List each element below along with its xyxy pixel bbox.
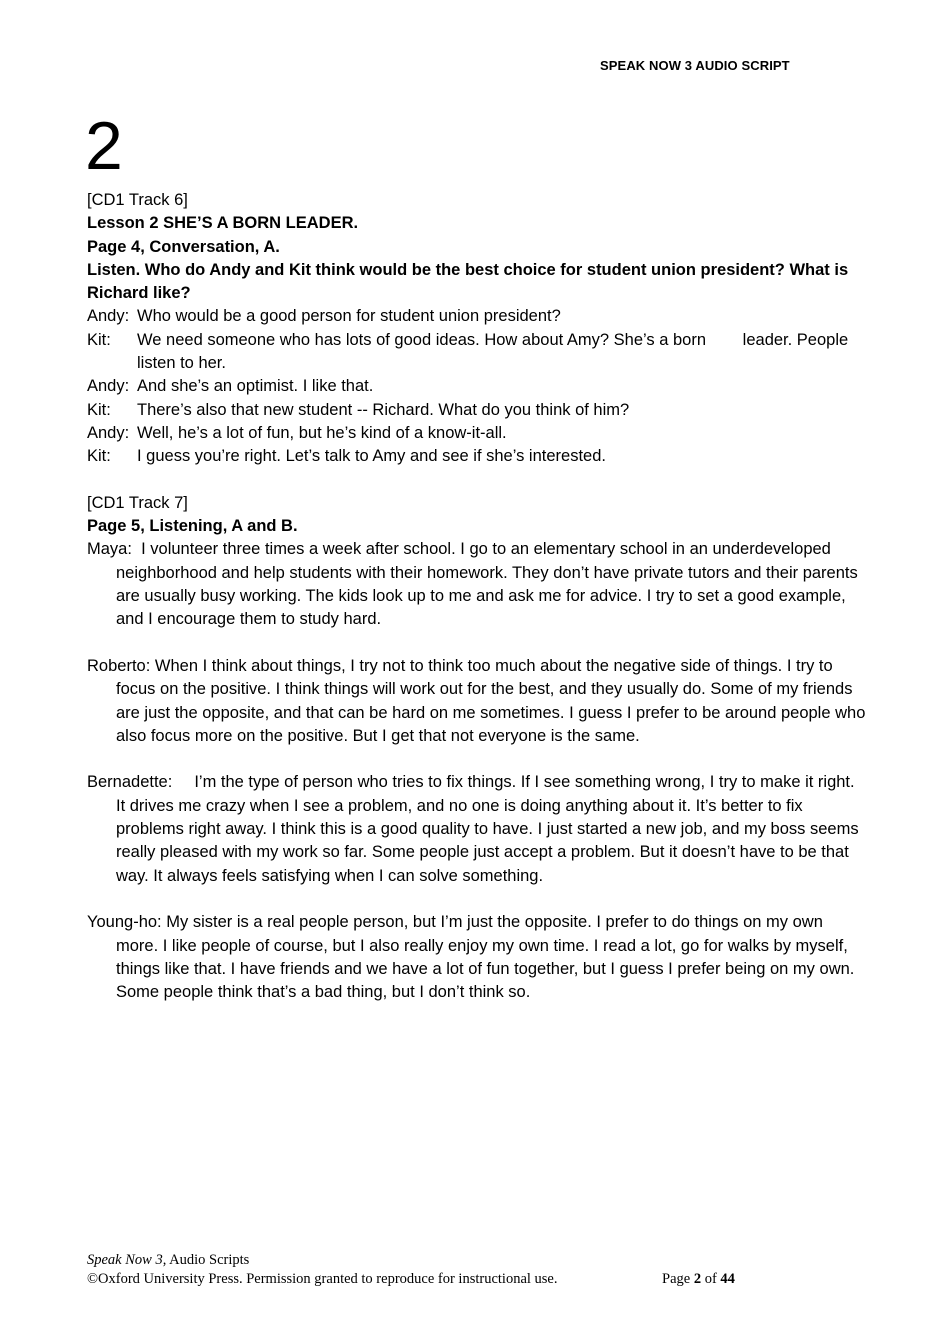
monologue-paragraph (87, 655, 867, 748)
page-current: 2 (693, 1271, 702, 1287)
instruction: Listen. Who do Andy and Kit think would be the best choice for student union president? What is Richard like? (87, 260, 849, 303)
monologue-paragraph (87, 538, 867, 631)
document-header: SPEAK NOW 3 AUDIO SCRIPT (600, 58, 790, 73)
line-text: We need someone who has lots of good ideas. How about Amy? She’s a born leader. People listen to her. (137, 330, 853, 373)
document-footer (87, 1251, 787, 1289)
speaker: Young-ho: (87, 913, 162, 932)
speaker: Maya: (87, 540, 132, 559)
speaker: Kit: (87, 330, 111, 349)
copyright-line: ©Oxford University Press. Permission granted to reproduce for instructional use. (87, 1271, 558, 1287)
footer-book-line (87, 1251, 787, 1270)
lesson-number: 2 (85, 108, 123, 184)
monologue-paragraph (87, 771, 867, 887)
track-label: [CD1 Track 7] (87, 493, 188, 512)
line-text: I guess you’re right. Let’s talk to Amy and see if she’s interested. (137, 447, 606, 466)
dialogue-line (87, 445, 867, 468)
monologue-paragraph (87, 911, 867, 1004)
line-text: And she’s an optimist. I like that. (137, 377, 374, 396)
page-reference: Page 4, Conversation, A. (87, 237, 280, 256)
line-text: Who would be a good person for student union president? (137, 307, 561, 326)
speaker: Bernadette: (87, 773, 173, 792)
paragraph-text: I’m the type of person who tries to fix things. If I see something wrong, I try to make it right. It drives me crazy when I see a problem, and no one is doing anything about it. It’s better to fix problems right away. I think this is a good quality to have. I just started a new job, and my boss seems really pleased with my work so far. Some people just accept a problem. But it doesn’t have to be that way. It always feels satisfying when I can solve something. (116, 773, 859, 885)
page-reference: Page 5, Listening, A and B. (87, 517, 298, 536)
book-title: Speak Now 3 (87, 1252, 163, 1268)
dialogue-line (87, 305, 867, 328)
paragraph-text: I volunteer three times a week after school. I go to an elementary school in an underdeveloped neighborhood and help students with their homework. They don’t have private tutors and their parents are usually busy working. The kids look up to me and ask me for advice. I try to set a good example, and I encourage them to study hard. (116, 540, 858, 629)
speaker: Andy: (87, 377, 130, 396)
lesson-title: Lesson 2 SHE’S A BORN LEADER. (87, 214, 359, 233)
page-total: 44 (720, 1271, 735, 1287)
line-text: Well, he’s a lot of fun, but he’s kind of a know-it-all. (137, 423, 507, 442)
audio-script-body (87, 189, 867, 1004)
dialogue-line (87, 329, 867, 376)
paragraph-text: When I think about things, I try not to think too much about the negative side of things. I try to focus on the positive. I think things will work out for the best, and they usually do. Some of my friends are just the opposite, and that can be hard on me sometimes. I guess I prefer to be around people who also focus more on the positive. But I get that not everyone is the same. (116, 656, 866, 745)
page-indicator: Page 2 of 44 (662, 1271, 735, 1287)
line-text: There’s also that new student -- Richard. What do you think of him? (137, 400, 630, 419)
speaker: Andy: (87, 423, 130, 442)
dialogue-line (87, 399, 867, 422)
speaker: Kit: (87, 447, 111, 466)
paragraph-text: My sister is a real people person, but I’m just the opposite. I prefer to do things on my own more. I like people of course, but I also really enjoy my own time. I read a lot, go for walks by myself, things like that. I have friends and we have a lot of fun together, but I guess I prefer being on my own. Some people think that’s a bad thing, but I don’t think so. (116, 913, 855, 1002)
dialogue-line (87, 422, 867, 445)
speaker: Andy: (87, 307, 130, 326)
speaker: Roberto: (87, 656, 151, 675)
track-label: [CD1 Track 6] (87, 191, 188, 209)
speaker: Kit: (87, 400, 111, 419)
dialogue-line (87, 375, 867, 398)
book-suffix: , Audio Scripts (162, 1252, 250, 1268)
